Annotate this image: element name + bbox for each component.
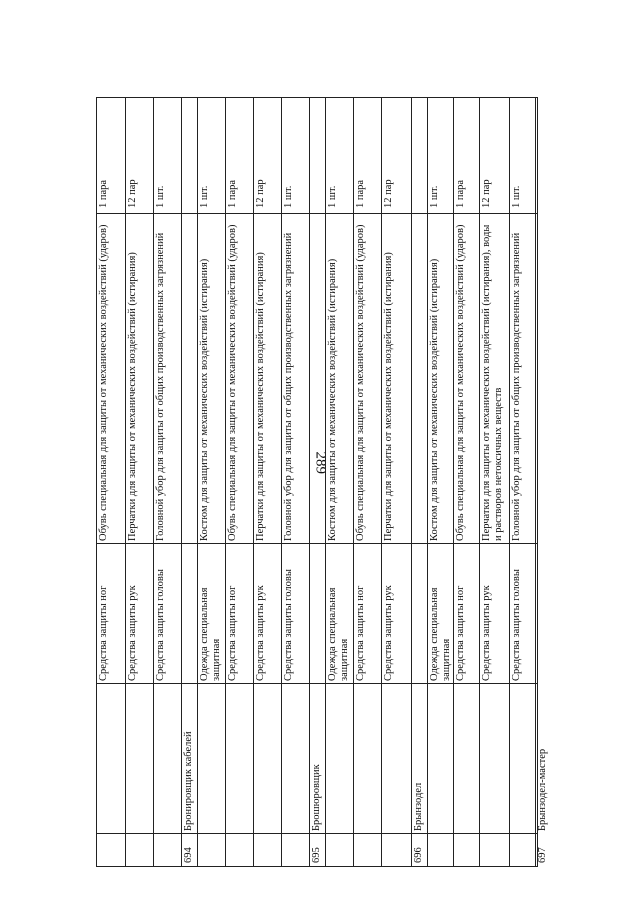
table-row xyxy=(153,98,181,866)
profession xyxy=(510,684,535,834)
issue-norm: 1 шт. xyxy=(155,185,166,208)
issue-norm xyxy=(310,96,325,214)
ppe-type: Средства защиты ног xyxy=(455,585,466,681)
ppe-name: Перчатки для защиты от механических воздействий (истирания), воды и растворов нетоксичных веществ xyxy=(481,224,504,541)
row-number: 697 xyxy=(537,847,548,863)
row-number: 695 xyxy=(311,847,322,863)
issue-norm xyxy=(536,96,551,214)
profession xyxy=(154,684,181,834)
table-row xyxy=(411,98,427,866)
issue-norm: 12 пар xyxy=(481,179,492,208)
issue-norm: 1 пара xyxy=(355,179,366,208)
row-number xyxy=(226,834,253,866)
ppe-table xyxy=(96,97,548,867)
row-number xyxy=(97,834,125,866)
row-number xyxy=(326,834,353,866)
ppe-name xyxy=(310,214,325,544)
issue-norm: 1 шт. xyxy=(429,185,440,208)
ppe-type: Одежда специальная защитная xyxy=(429,587,452,681)
ppe-type: Средства защиты ног xyxy=(98,585,109,681)
profession: Брынзодел xyxy=(413,782,424,831)
row-number xyxy=(154,834,181,866)
table-row xyxy=(125,98,153,866)
ppe-type: Средства защиты рук xyxy=(127,585,138,681)
table-row xyxy=(427,98,453,866)
row-number xyxy=(254,834,281,866)
ppe-name: Костюм для защиты от механических воздействий (истирания) xyxy=(327,258,338,541)
ppe-name: Обувь специальная для защиты от механических воздействий (ударов) xyxy=(227,224,238,541)
issue-norm: 1 пара xyxy=(455,179,466,208)
ppe-name xyxy=(412,214,427,544)
profession xyxy=(254,684,281,834)
ppe-type: Одежда специальная защитная xyxy=(199,587,222,681)
ppe-type: Средства защиты головы xyxy=(283,569,294,681)
table-row xyxy=(509,98,535,866)
profession: Брынзодел-мастер xyxy=(537,748,548,831)
ppe-type: Средства защиты рук xyxy=(255,585,266,681)
table-row xyxy=(309,98,325,866)
issue-norm: 12 пар xyxy=(255,179,266,208)
table-row xyxy=(225,98,253,866)
ppe-name: Перчатки для защиты от механических воздействий (истирания) xyxy=(383,252,394,541)
issue-norm: 12 пар xyxy=(127,179,138,208)
ppe-name: Головной убор для защиты от общих производственных загрязнений xyxy=(283,232,294,541)
issue-norm xyxy=(412,96,427,214)
row-number xyxy=(480,834,509,866)
row-number xyxy=(454,834,479,866)
ppe-type: Средства защиты головы xyxy=(511,569,522,681)
row-number: 696 xyxy=(413,847,424,863)
row-number xyxy=(282,834,309,866)
issue-norm: 1 пара xyxy=(227,179,238,208)
table-row xyxy=(197,98,225,866)
row-number xyxy=(428,834,453,866)
page-number: 289 xyxy=(312,451,329,474)
profession xyxy=(354,684,381,834)
issue-norm: 12 пар xyxy=(383,179,394,208)
ppe-type: Средства защиты рук xyxy=(383,585,394,681)
ppe-type: Средства защиты головы xyxy=(155,569,166,681)
ppe-name: Перчатки для защиты от механических воздействий (истирания) xyxy=(255,252,266,541)
table-row xyxy=(181,98,197,866)
table-row xyxy=(381,98,411,866)
table-row xyxy=(325,98,353,866)
row-number xyxy=(126,834,153,866)
profession xyxy=(198,684,225,834)
profession xyxy=(126,684,153,834)
profession xyxy=(454,684,479,834)
ppe-type: Средства защиты ног xyxy=(227,585,238,681)
issue-norm xyxy=(182,96,197,214)
ppe-name: Костюм для защиты от механических воздействий (истирания) xyxy=(429,258,440,541)
ppe-name xyxy=(182,214,197,544)
table-row xyxy=(353,98,381,866)
profession xyxy=(480,684,509,834)
table-row xyxy=(453,98,479,866)
profession xyxy=(326,684,353,834)
row-number xyxy=(198,834,225,866)
ppe-name: Перчатки для защиты от механических воздействий (истирания) xyxy=(127,252,138,541)
table-row xyxy=(479,98,509,866)
profession xyxy=(282,684,309,834)
ppe-name: Костюм для защиты от механических воздействий (истирания) xyxy=(199,258,210,541)
issue-norm: 1 шт. xyxy=(511,185,522,208)
profession: Брошюровщик xyxy=(311,764,322,831)
ppe-name: Обувь специальная для защиты от механических воздействий (ударов) xyxy=(98,224,109,541)
ppe-type: Средства защиты рук xyxy=(481,585,492,681)
ppe-type: Одежда специальная защитная xyxy=(327,587,350,681)
issue-norm: 1 шт. xyxy=(283,185,294,208)
row-number xyxy=(510,834,535,866)
ppe-name: Обувь специальная для защиты от механических воздействий (ударов) xyxy=(355,224,366,541)
row-number xyxy=(382,834,411,866)
profession xyxy=(428,684,453,834)
issue-norm: 1 пара xyxy=(98,179,109,208)
ppe-name: Головной убор для защиты от общих производственных загрязнений xyxy=(511,232,522,541)
ppe-name: Обувь специальная для защиты от механических воздействий (ударов) xyxy=(455,224,466,541)
issue-norm: 1 шт. xyxy=(327,185,338,208)
ppe-type xyxy=(536,544,551,684)
profession: Бронировщик кабелей xyxy=(183,731,194,831)
row-number xyxy=(354,834,381,866)
issue-norm: 1 шт. xyxy=(199,185,210,208)
profession xyxy=(97,684,125,834)
table-row xyxy=(535,98,551,866)
ppe-type xyxy=(182,544,197,684)
ppe-type: Средства защиты ног xyxy=(355,585,366,681)
ppe-type xyxy=(310,544,325,684)
profession xyxy=(226,684,253,834)
ppe-name xyxy=(536,214,551,544)
row-number: 694 xyxy=(183,847,194,863)
profession xyxy=(382,684,411,834)
ppe-type xyxy=(412,544,427,684)
table-row xyxy=(97,98,125,866)
table-row xyxy=(253,98,281,866)
ppe-name: Головной убор для защиты от общих производственных загрязнений xyxy=(155,232,166,541)
table-row xyxy=(281,98,309,866)
